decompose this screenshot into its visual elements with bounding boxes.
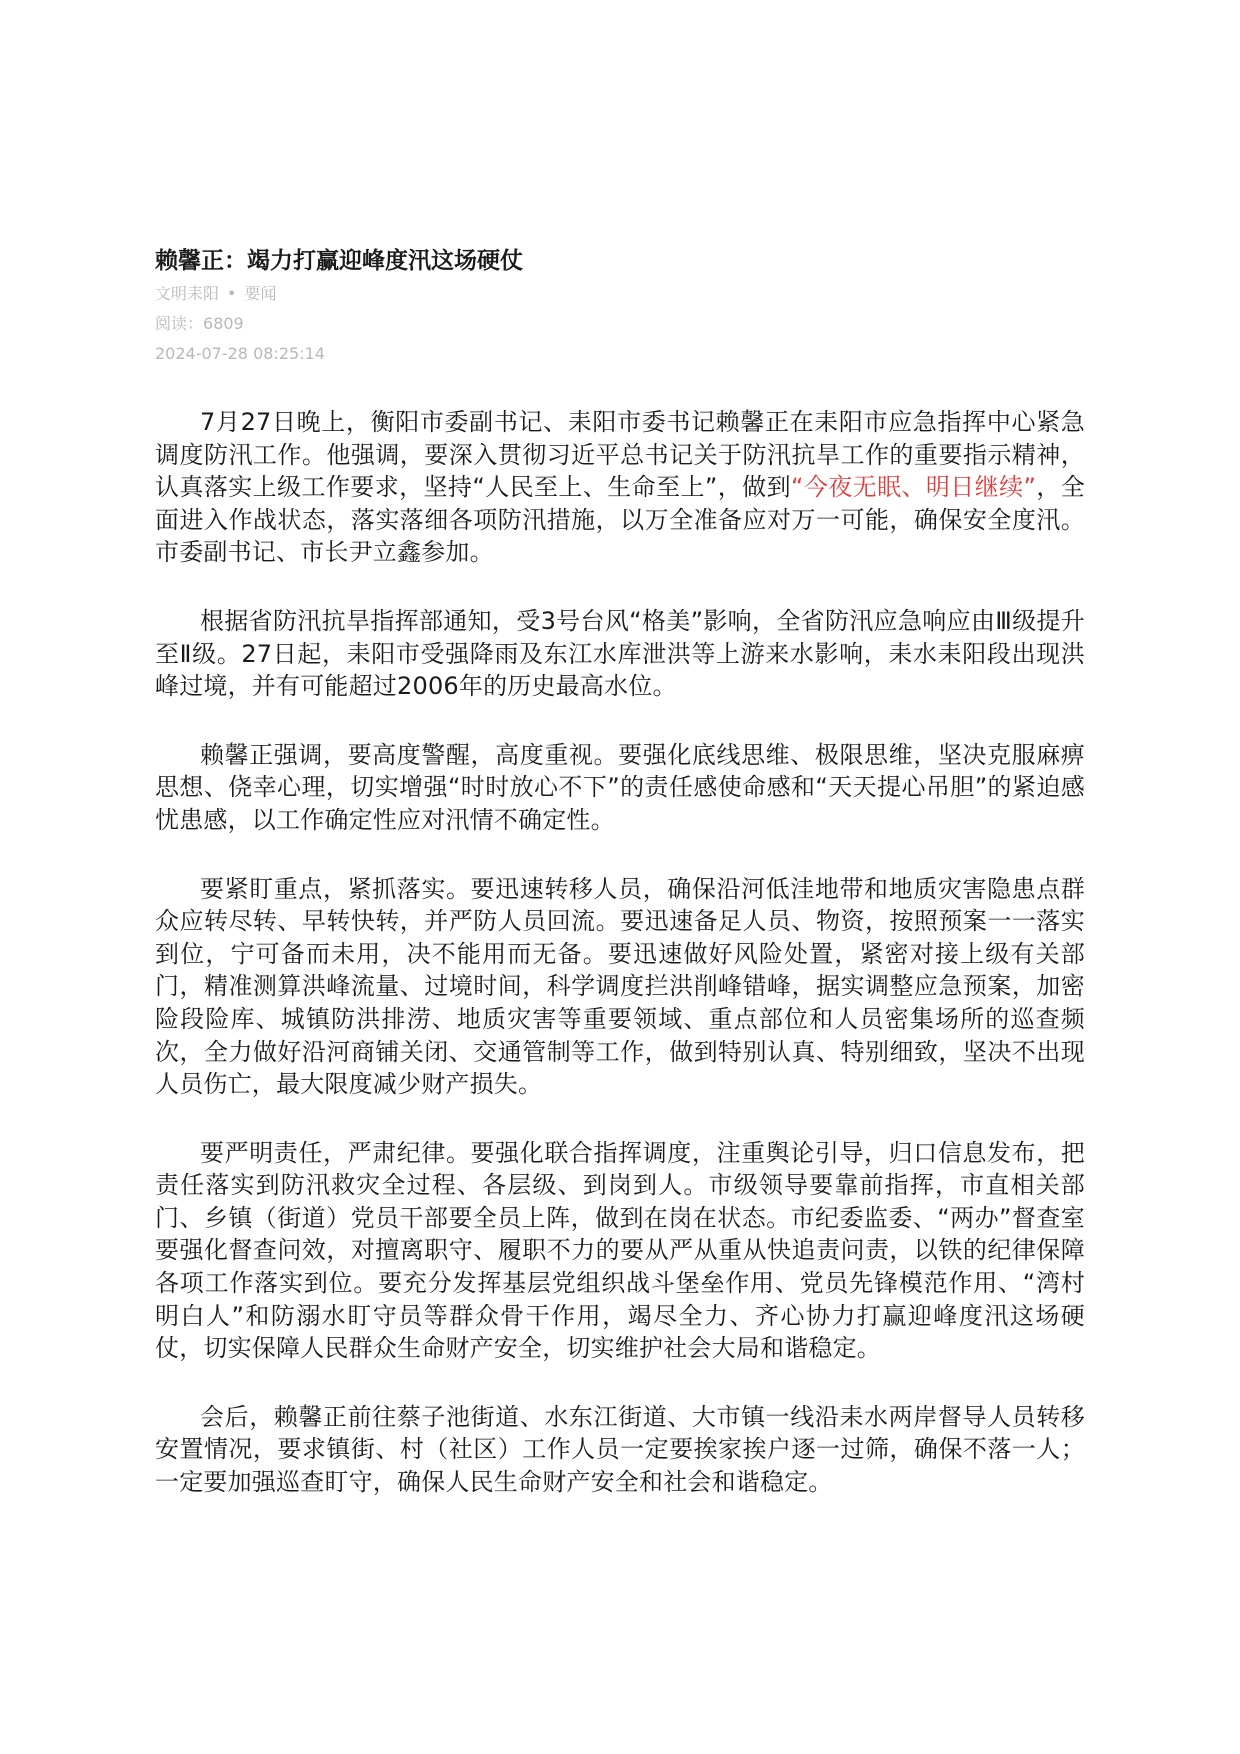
publish-datetime: 2024-07-28 08:25:14 <box>155 344 325 363</box>
paragraph-5: 要严明责任，严肃纪律。要强化联合指挥调度，注重舆论引导，归口信息发布，把责任落实到防汛救灾全过程、各层级、到岗到人。市级领导要靠前指挥，市直相关部门、乡镇（街道）党员干部要全员上阵，做到在岗在状态。市纪委监委、“两办”督查室要强化督查问效，对擅离职守、履职不力的要从严从重从快追责问责，以铁的纪律保障各项工作落实到位。要充分发挥基层党组织战斗堡垒作用、党员先锋模范作用、“湾村明白人”和防溺水盯守员等群众骨干作用，竭尽全力、齐心协力打赢迎峰度汛这场硬仗，切实保障人民群众生命财产安全，切实维护社会大局和谐稳定。 <box>155 1138 1085 1363</box>
source-name: 文明耒阳 <box>155 284 220 303</box>
article-title: 赖馨正：竭力打赢迎峰度汛这场硬仗 <box>155 247 523 274</box>
read-count-line <box>155 314 1085 334</box>
paragraph-1-text-b: ，全面进入作战状态，落实落细各项防汛措施，以万全准备应对万一可能，确保安全度汛。市委副书记、市长尹立鑫参加。 <box>155 473 1085 567</box>
paragraph-2: 根据省防汛抗旱指挥部通知，受3号台风“格美”影响，全省防汛应急响应由Ⅲ级提升至Ⅱ级。27日起，耒阳市受强降雨及东江水库泄洪等上游来水影响，耒水耒阳段出现洪峰过境，并有可能超过2006年的历史最高水位。 <box>155 606 1085 701</box>
read-count-value: 6809 <box>203 314 244 333</box>
meta-separator: • <box>227 284 237 303</box>
article-body <box>155 406 1085 1499</box>
article-source-line <box>155 284 1085 304</box>
category-name: 要闻 <box>244 284 277 303</box>
paragraph-3: 赖馨正强调，要高度警醒，高度重视。要强化底线思维、极限思维，坚决克服麻痹思想、侥幸心理，切实增强“时时放心不下”的责任感使命感和“天天提心吊胆”的紧迫感忧患感，以工作确定性应对汛情不确定性。 <box>155 740 1085 834</box>
paragraph-6: 会后，赖馨正前往蔡子池街道、水东江街道、大市镇一线沿耒水两岸督导人员转移安置情况，要求镇街、村（社区）工作人员一定要挨家挨户逐一过筛，确保不落一人；一定要加强巡查盯守，确保人民生命财产安全和社会和谐稳定。 <box>155 1402 1085 1497</box>
paragraph-4: 要紧盯重点，紧抓落实。要迅速转移人员，确保沿河低洼地带和地质灾害隐患点群众应转尽转、早转快转，并严防人员回流。要迅速备足人员、物资，按照预案一一落实到位，宁可备而未用，决不能用而无备。要迅速做好风险处置，紧密对接上级有关部门，精准测算洪峰流量、过境时间，科学调度拦洪削峰错峰，据实调整应急预案，加密险段险库、城镇防洪排涝、地质灾害等重要领域、重点部位和人员密集场所的巡查频次，全力做好沿河商铺关闭、交通管制等工作，做到特别认真、特别细致，坚决不出现人员伤亡，最大限度减少财产损失。 <box>155 874 1085 1099</box>
paragraph-1-text-a: 7月27日晚上，衡阳市委副书记、耒阳市委书记赖馨正在耒阳市应急指挥中心紧急调度防汛工作。他强调，要深入贯彻习近平总书记关于防汛抗旱工作的重要指示精神，认真落实上级工作要求，坚持“人民至上、生命至上”，做到 <box>155 408 1085 502</box>
read-count-label: 阅读： <box>155 314 204 333</box>
paragraph-1 <box>155 406 1085 569</box>
article <box>155 246 1085 1499</box>
highlighted-quote: “今夜无眠、明日继续” <box>790 473 1037 502</box>
